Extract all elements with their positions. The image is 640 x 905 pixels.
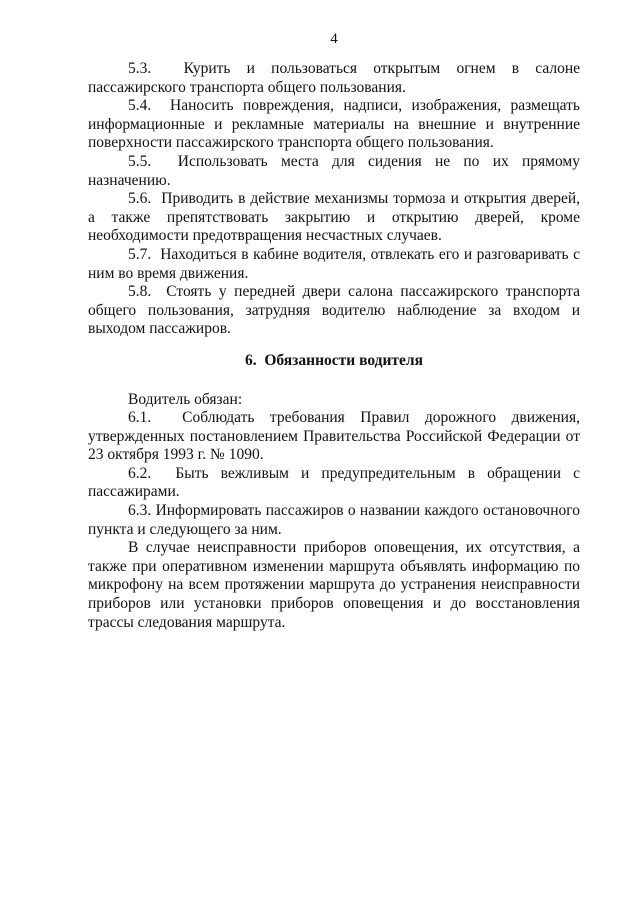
paragraph-6-2: 6.2. Быть вежливым и предупредительным в обращении с пассажирами. (88, 464, 580, 501)
paragraph-5-4: 5.4. Наносить повреждения, надписи, изображения, размещать информационные и рекламные материалы на внешние и внутренние поверхности пассажирского транспорта общего пользования. (88, 97, 580, 152)
paragraph-6-1: 6.1. Соблюдать требования Правил дорожного движения, утвержденных постановлением Правительства Российской Федерации от 23 октября 1993 г. № 1090. (88, 409, 580, 464)
paragraph-5-3: 5.3. Курить и пользоваться открытым огнем в салоне пассажирского транспорта общего пользования. (88, 60, 580, 96)
paragraph-5-7: 5.7. Находиться в кабине водителя, отвлекать его и разговаривать с ним во время движения. (88, 245, 580, 282)
paragraph-5-5: 5.5. Использовать места для сидения не по их прямому назначению. (88, 152, 580, 189)
section-6-intro: Водитель обязан: (128, 390, 243, 408)
paragraph-announcement-duty: В случае неисправности приборов оповещения, их отсутствия, а также при оперативном изменении маршрута объявлять информацию по микрофону на всем протяжении маршрута до устранения неисправности приборов или установки приборов оповещения и до восстановления трассы следования маршрута. (88, 539, 580, 631)
page-number: 4 (330, 31, 338, 47)
paragraph-6-3: 6.3. Информировать пассажиров о названии каждого остановочного пункта и следующего за ним. (88, 502, 580, 538)
document-page (88, 30, 580, 632)
paragraph-5-8: 5.8. Стоять у передней двери салона пассажирского транспорта общего пользования, затрудняя водителю наблюдение за входом и выходом пассажиров. (88, 283, 580, 338)
paragraph-5-6: 5.6. Приводить в действие механизмы тормоза и открытия дверей, а также препятствовать закрытию и открытию дверей, кроме необходимости предотвращения несчастных случаев. (88, 190, 580, 245)
section-6-heading: 6. Обязанности водителя (245, 351, 423, 369)
